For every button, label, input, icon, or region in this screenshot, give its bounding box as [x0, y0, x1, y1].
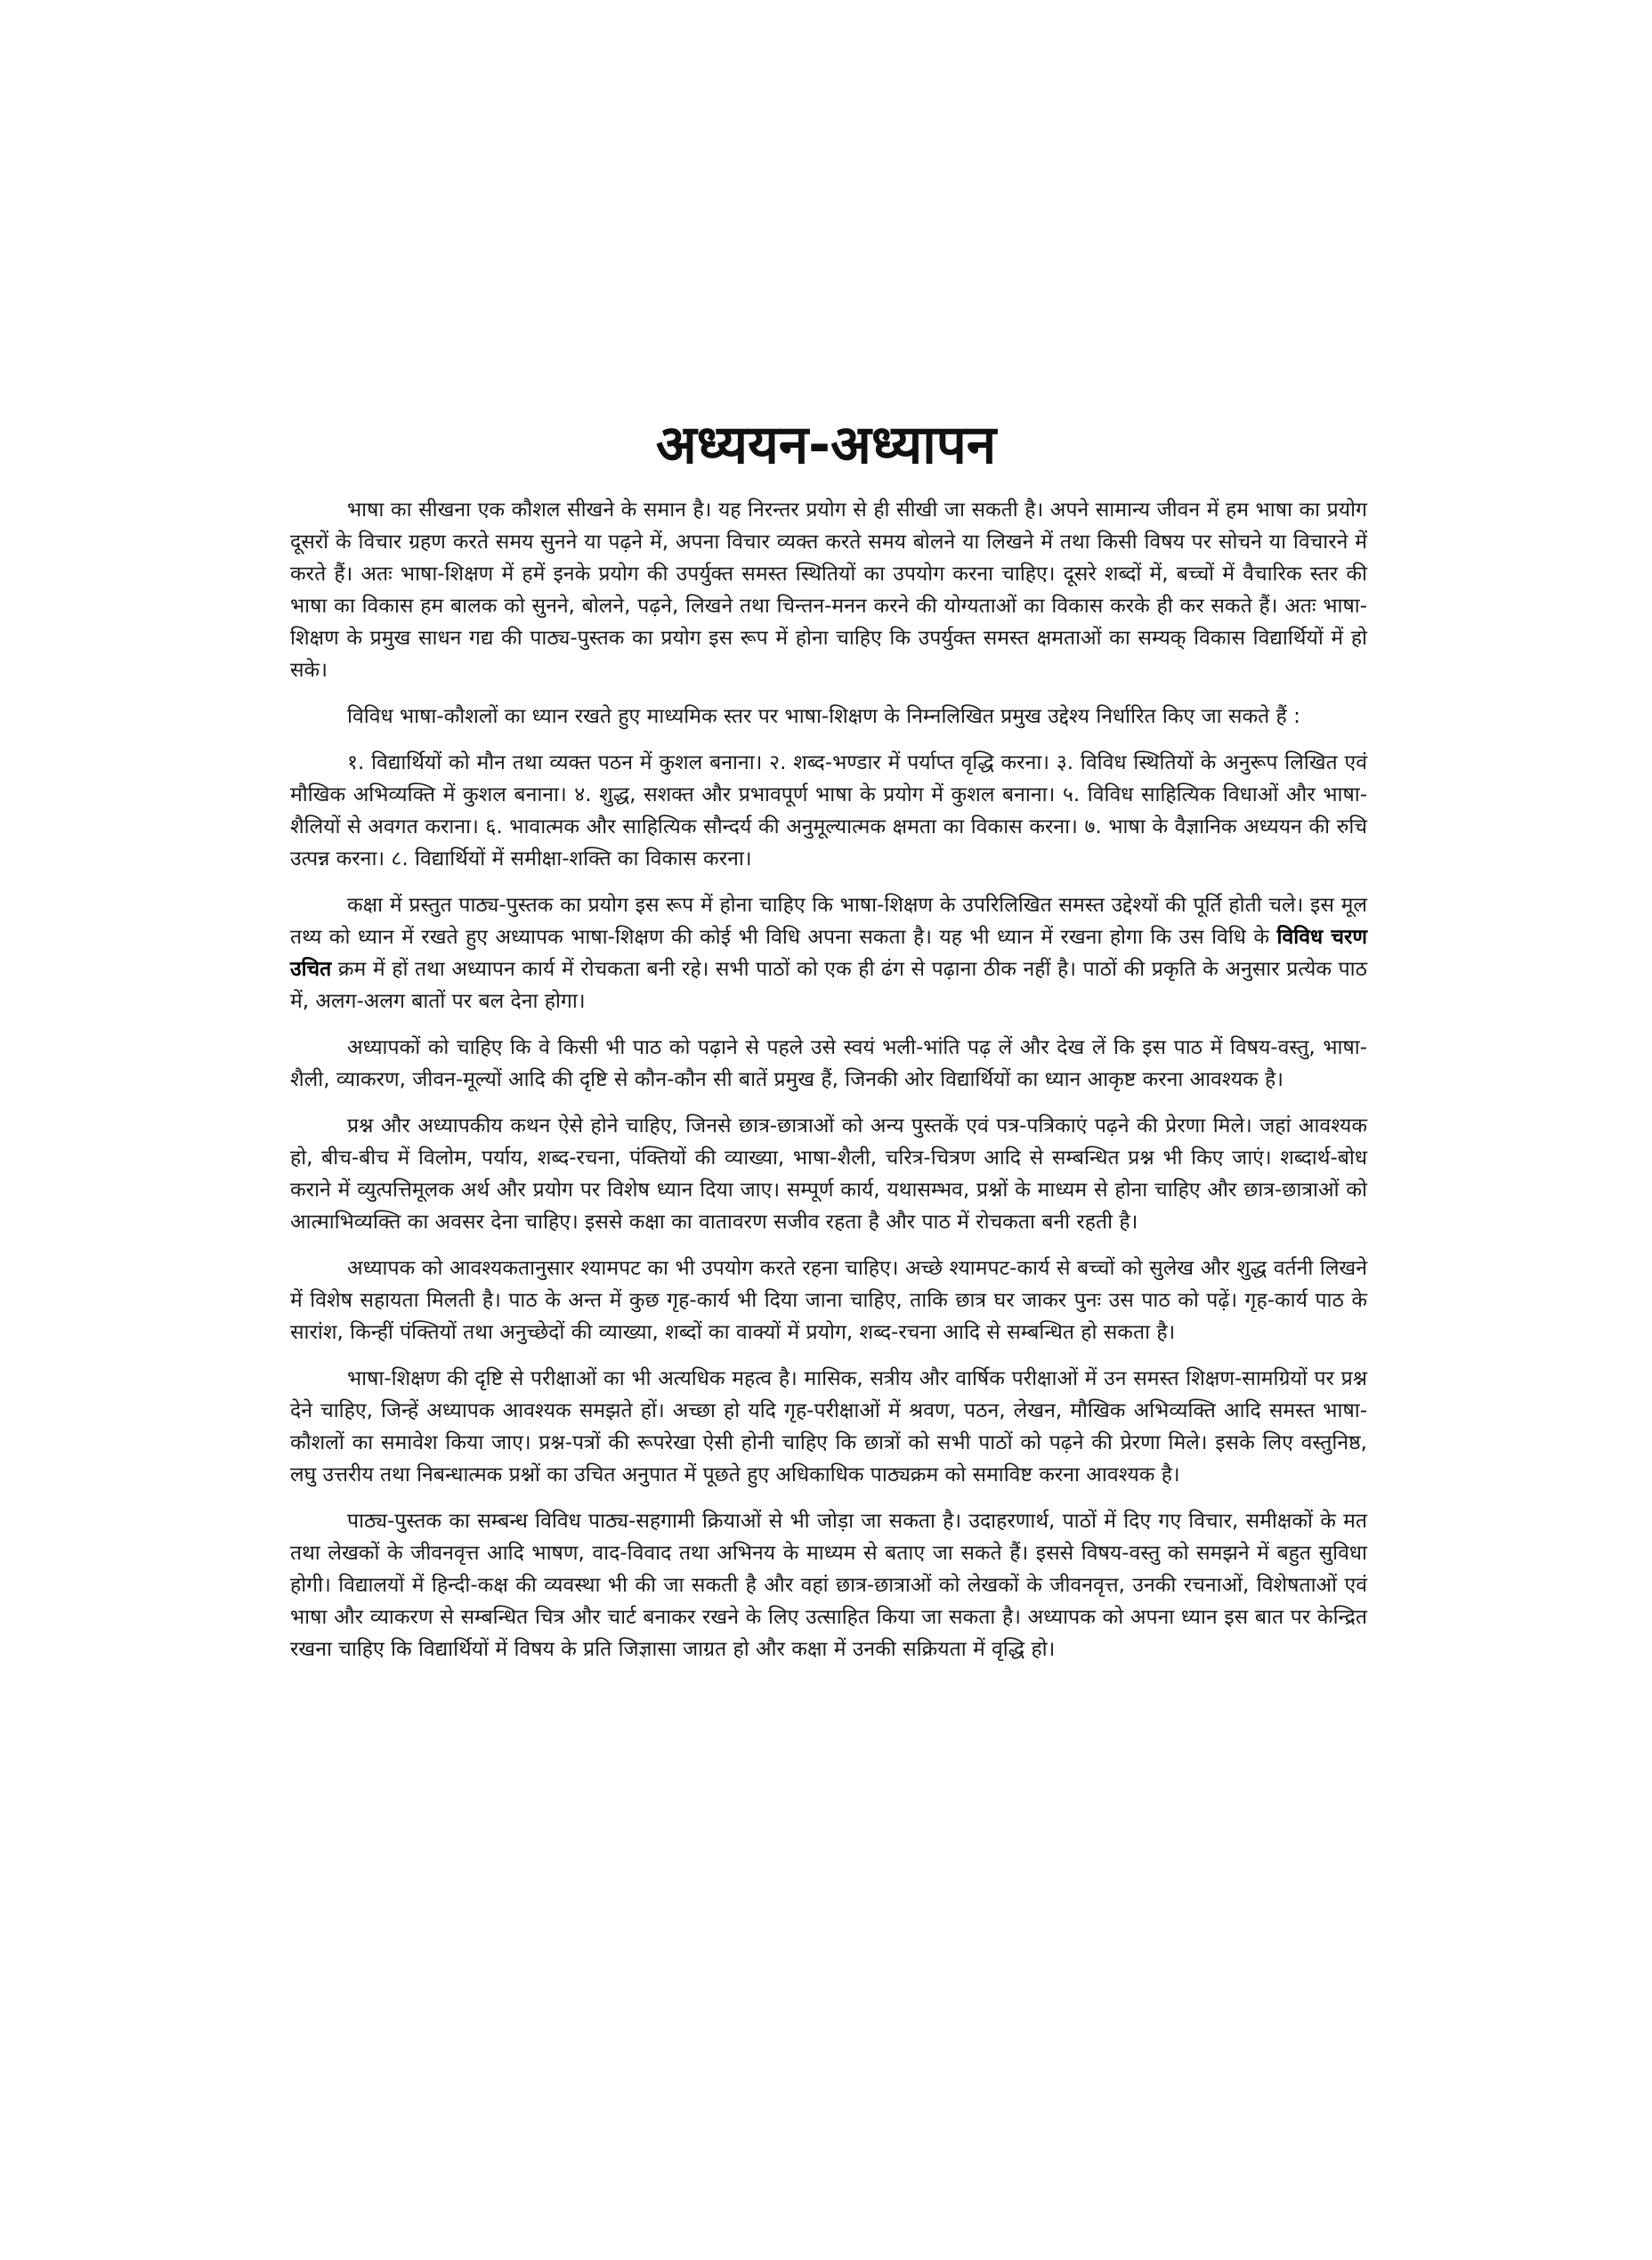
paragraph-examinations: भाषा-शिक्षण की दृष्टि से परीक्षाओं का भी अत्यधिक महत्व है। मासिक, सत्रीय और वार्षिक परीक्षाओं में उन समस्त शिक्षण-सामग्रियों पर प्रश्न देने चाहिए, जिन्हें अध्यापक आवश्यक समझते हों। अच्छा हो यदि गृह-परीक्षाओं में श्रवण, पठन, लेखन, मौखिक अभिव्यक्ति आदि समस्त भाषा-कौशलों का समावेश किया जाए। प्रश्न-पत्रों की रूपरेखा ऐसी होनी चाहिए कि छात्रों को सभी पाठों को पढ़ने की प्रेरणा मिले। इसके लिए वस्तुनिष्ठ, लघु उत्तरीय तथा निबन्धात्मक प्रश्नों का उचित अनुपात में पूछते हुए अधिकाधिक पाठ्यक्रम को समाविष्ट करना आवश्यक है। — [290, 1367, 1367, 1486]
paragraph-textbook-use-text-a: कक्षा में प्रस्तुत पाठ्य-पुस्तक का प्रयोग इस रूप में होना चाहिए कि भाषा-शिक्षण के उपरिलिखित समस्त उद्देश्यों की पूर्ति होती चले। इस मूल तथ्य को ध्यान में रखते हुए अध्यापक भाषा-शिक्षण की कोई भी विधि अपना सकता है। यह भी ध्यान में रखना होगा कि उस विधि के — [290, 894, 1367, 949]
paragraph-co-curricular: पाठ्य-पुस्तक का सम्बन्ध विविध पाठ्य-सहगामी क्रियाओं से भी जोड़ा जा सकता है। उदाहरणार्थ, पाठों में दिए गए विचार, समीक्षकों के मत तथा लेखकों के जीवनवृत्त आदि भाषण, वाद-विवाद तथा अभिनय के माध्यम से बताए जा सकते हैं। इससे विषय-वस्तु को समझने में बहुत सुविधा होगी। विद्यालयों में हिन्दी-कक्ष की व्यवस्था भी की जा सकती है और वहां छात्र-छात्राओं को लेखकों के जीवनवृत्त, उनकी रचनाओं, विशेषताओं एवं भाषा और व्याकरण से सम्बन्धित चित्र और चार्ट बनाकर रखने के लिए उत्साहित किया जा सकता है। अध्यापक को अपना ध्यान इस बात पर केन्द्रित रखना चाहिए कि विद्यार्थियों में विषय के प्रति जिज्ञासा जाग्रत हो और कक्षा में उनकी सक्रियता में वृद्धि हो। — [290, 1510, 1367, 1661]
body-text — [290, 494, 1367, 1680]
page-title: अध्ययन-अध्यापन — [655, 414, 997, 476]
bold-phrase: विविध चरण उचित — [290, 926, 1367, 981]
paragraph-teacher-preparation: अध्यापकों को चाहिए कि वे किसी भी पाठ को पढ़ाने से पहले उसे स्वयं भली-भांति पढ़ लें और देख लें कि इस पाठ में विषय-वस्तु, भाषा-शैली, व्याकरण, जीवन-मूल्यों आदि की दृष्टि से कौन-कौन सी बातें प्रमुख हैं, जिनकी ओर विद्यार्थियों का ध्यान आकृष्ट करना आवश्यक है। — [290, 1036, 1367, 1091]
paragraph-objectives-intro: विविध भाषा-कौशलों का ध्यान रखते हुए माध्यमिक स्तर पर भाषा-शिक्षण के निम्नलिखित प्रमुख उद्देश्य निर्धारित किए जा सकते हैं : — [347, 705, 1300, 728]
paragraph-textbook-use — [290, 889, 1367, 1017]
paragraph-questions: प्रश्न और अध्यापकीय कथन ऐसे होने चाहिए, जिनसे छात्र-छात्राओं को अन्य पुस्तकें एवं पत्र-पत्रिकाएं पढ़ने की प्रेरणा मिले। जहां आवश्यक हो, बीच-बीच में विलोम, पर्याय, शब्द-रचना, पंक्तियों की व्याख्या, भाषा-शैली, चरित्र-चित्रण आदि से सम्बन्धित प्रश्न भी किए जाएं। शब्दार्थ-बोध कराने में व्युत्पत्तिमूलक अर्थ और प्रयोग पर विशेष ध्यान दिया जाए। सम्पूर्ण कार्य, यथासम्भव, प्रश्नों के माध्यम से होना चाहिए और छात्र-छात्राओं को आत्माभिव्यक्ति का अवसर देना चाहिए। इससे कक्षा का वातावरण सजीव रहता है और पाठ में रोचकता बनी रहती है। — [290, 1114, 1367, 1234]
paragraph-language-skill: भाषा का सीखना एक कौशल सीखने के समान है। यह निरन्तर प्रयोग से ही सीखी जा सकती है। अपने सामान्य जीवन में हम भाषा का प्रयोग दूसरों के विचार ग्रहण करते समय सुनने या पढ़ने में, अपना विचार व्यक्त करते समय बोलने या लिखने में तथा किसी विषय पर सोचने या विचारने में करते हैं। अतः भाषा-शिक्षण में हमें इनके प्रयोग की उपर्युक्त समस्त स्थितियों का उपयोग करना चाहिए। दूसरे शब्दों में, बच्चों में वैचारिक स्तर की भाषा का विकास हम बालक को सुनने, बोलने, पढ़ने, लिखने तथा चिन्तन-मनन करने की योग्यताओं का विकास करके ही कर सकते हैं। अतः भाषा-शिक्षण के प्रमुख साधन गद्य की पाठ्य-पुस्तक का प्रयोग इस रूप में होना चाहिए कि उपर्युक्त समस्त क्षमताओं का सम्यक् विकास विद्यार्थियों में हो सके। — [290, 498, 1367, 682]
paragraph-textbook-use-text-b: क्रम में हों तथा अध्यापन कार्य में रोचकता बनी रहे। सभी पाठों को एक ही ढंग से पढ़ाना ठीक नहीं है। पाठों की प्रकृति के अनुसार प्रत्येक पाठ में, अलग-अलग बातों पर बल देना होगा। — [290, 958, 1367, 1013]
paragraph-blackboard: अध्यापक को आवश्यकतानुसार श्यामपट का भी उपयोग करते रहना चाहिए। अच्छे श्यामपट-कार्य से बच्चों को सुलेख और शुद्ध वर्तनी लिखने में विशेष सहायता मिलती है। पाठ के अन्त में कुछ गृह-कार्य भी दिया जाना चाहिए, ताकि छात्र घर जाकर पुनः उस पाठ को पढ़ें। गृह-कार्य पाठ के सारांश, किन्हीं पंक्तियों तथा अनुच्छेदों की व्याख्या, शब्दों का वाक्यों में प्रयोग, शब्द-रचना आदि से सम्बन्धित हो सकता है। — [290, 1257, 1367, 1344]
paragraph-objectives-list: १. विद्यार्थियों को मौन तथा व्यक्त पठन में कुशल बनाना। २. शब्द-भण्डार में पर्याप्त वृद्धि करना। ३. विविध स्थितियों के अनुरूप लिखित एवं मौखिक अभिव्यक्ति में कुशल बनाना। ४. शुद्ध, सशक्त और प्रभावपूर्ण भाषा के प्रयोग में कुशल बनाना। ५. विविध साहित्यिक विधाओं और भाषा-शैलियों से अवगत कराना। ६. भावात्मक और साहित्यिक सौन्दर्य की अनुमूल्यात्मक क्षमता का विकास करना। ७. भाषा के वैज्ञानिक अध्ययन की रुचि उत्पन्न करना। ८. विद्यार्थियों में समीक्षा-शक्ति का विकास करना। — [290, 751, 1367, 871]
